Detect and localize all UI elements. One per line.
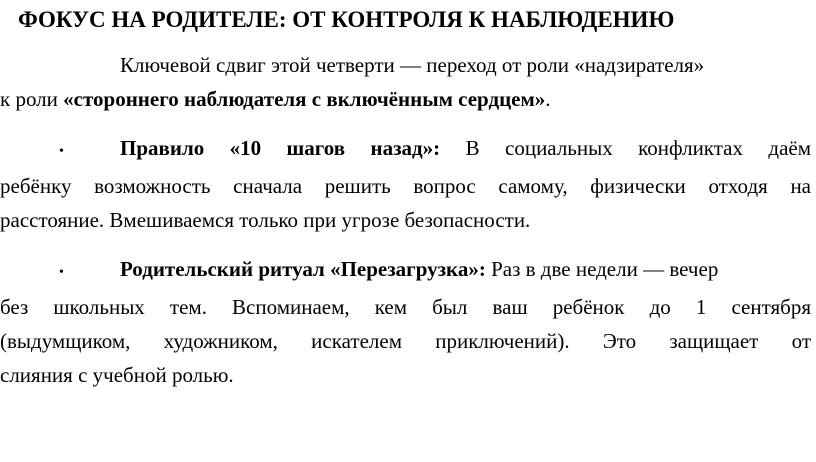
page-title: ФОКУС НА РОДИТЕЛЕ: ОТ КОНТРОЛЯ К НАБЛЮДЕНИЮ bbox=[18, 7, 675, 32]
bullet-line: без школьных тем. Вспоминаем, кем был ваш ребёнок до 1 сентября bbox=[0, 295, 811, 319]
bullet-marker: • bbox=[59, 265, 64, 280]
intro-paragraph bbox=[0, 48, 810, 116]
bullet-first-line bbox=[0, 131, 811, 169]
document-body bbox=[0, 48, 814, 392]
bullet-marker: • bbox=[59, 144, 64, 159]
intro-text-2-bold: «стороннего наблюдателя с включённым сердцем» bbox=[63, 87, 546, 111]
bullet-lead-text bbox=[120, 252, 811, 286]
intro-text-1: Ключевой сдвиг этой четверти — переход от роли «надзирателя» bbox=[120, 53, 705, 77]
bullet-text-rest: Раз в две недели — вечер bbox=[485, 257, 719, 281]
intro-line-1 bbox=[0, 48, 810, 82]
bullet-first-line bbox=[0, 252, 811, 290]
bullet-lead-text bbox=[120, 131, 811, 165]
bullet-line: слияния с учебной ролью. bbox=[0, 363, 234, 387]
bullet-heading: Правило «10 шагов назад»: bbox=[120, 136, 441, 160]
bullet-line: (выдумщиком, художником, искателем приключений). Это защищает от bbox=[0, 329, 811, 353]
intro-text-2-prefix: к роли bbox=[0, 87, 64, 111]
bullet-text-rest: В социальных конфликтах даём bbox=[440, 136, 812, 160]
bullet-item-rule bbox=[0, 131, 811, 237]
bullet-item-ritual bbox=[0, 252, 811, 392]
intro-text-2-suffix: . bbox=[545, 87, 551, 111]
bullet-heading: Родительский ритуал «Перезагрузка»: bbox=[120, 257, 486, 281]
intro-line-2 bbox=[0, 82, 810, 116]
bullet-line: ребёнку возможность сначала решить вопрос самому, физически отходя на bbox=[0, 174, 811, 198]
bullet-line: расстояние. Вмешиваемся только при угрозе безопасности. bbox=[0, 208, 531, 232]
